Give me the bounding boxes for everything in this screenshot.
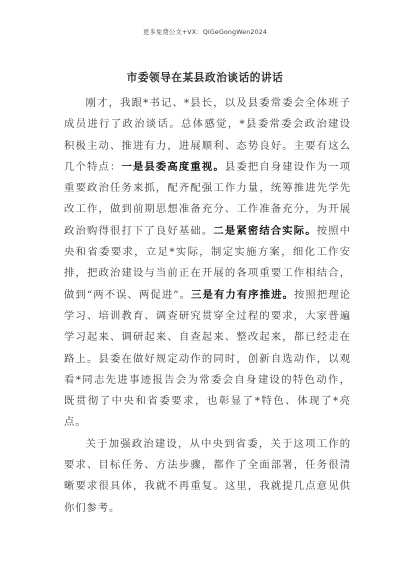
paragraph-1 <box>64 93 351 434</box>
paragraph-1-text-1: 刚才，我跟*书记、*县长，以及县委常委会全体班子成员进行了政治谈话。总体感觉，*县委常委会政治建设积极主动、推进有力，进展顺利、态势良好。主要有这么几个特点： <box>64 97 351 173</box>
paragraph-2 <box>64 434 351 519</box>
document-title: 市委领导在某县政治谈话的讲话 <box>126 72 284 84</box>
paragraph-1-point-2: 二是紧密结合实际。 <box>213 224 317 237</box>
paragraph-1-point-1: 一是县委高度重视。 <box>121 160 225 173</box>
header-note: 更多免费公文+VX：QiGeGongWen2024 <box>142 28 268 36</box>
paragraph-1-text-3: 按照中央和省委要求，立足*实际，制定实施方案，细化工作安排，把政治建设与当前正在开展的各项重要工作相结合，做到“两不误、两促进”。 <box>64 224 351 301</box>
document-body <box>64 93 351 519</box>
paragraph-1-text-4: 按照把理论学习、培训教育、调查研究贯穿全过程的要求，大家普遍学习起来、调研起来、自查起来、整改起来，都已经走在路上。县委在做好规定动作的同时，创新自选动作，以观看*同志先进事迹报告会为常委会自身建设的特色动作，既贯彻了中央和省委要求，也彰显了*特色、体现了*亮点。 <box>64 288 351 429</box>
paragraph-1-text-2: 县委把自身建设作为一项重要政治任务来抓，配齐配强工作力量，统筹推进先学先改工作，做到前期思想准备充分、工作准备充分，为开展政治购得很打下了良好基础。 <box>64 160 351 237</box>
paragraph-2-text-1: 关于加强政治建设，从中央到省委，关于这项工作的要求、目标任务、方法步骤，都作了全面部署，任务很清晰要求很具体，我就不再重复。这里，我就提几点意见供你们参考。 <box>64 437 351 514</box>
paragraph-1-point-3: 三是有力有序推进。 <box>191 288 295 301</box>
